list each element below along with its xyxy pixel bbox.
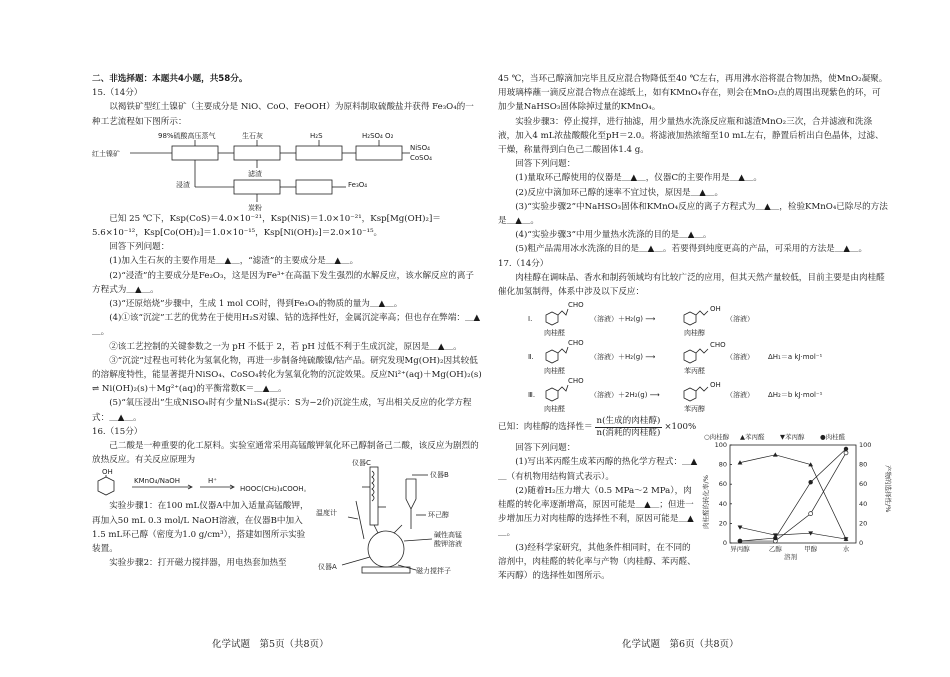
chart-ytick-right: 80 (859, 460, 868, 469)
data-point-肉桂醛 (808, 480, 812, 484)
chart-ylabel-right: 产物的选择性/% (884, 465, 892, 513)
chart-ytick-right: 20 (859, 519, 868, 528)
cinnamaldehyde-ring-2 (546, 350, 558, 363)
q16-intro: 己二酸是一种重要的化工原料。实验室通常采用高锰酸钾氧化环己醇制备己二酸，该反应为剧烈的放热反应。有关反应原理为 (92, 441, 479, 466)
selectivity-suffix: ×100% (664, 422, 697, 433)
chart-ytick-left: 20 (718, 519, 727, 528)
flow-left-label: 红土镍矿 (92, 149, 120, 158)
q17-item-1: (1)写出苯丙醛生成苯丙醇的热化学方程式：＿▲＿（有机物用结构简式表示）。 (498, 457, 698, 482)
chart-ytick-left: 60 (718, 480, 727, 489)
rxn3-dh: ΔH₂＝b kJ·mol⁻¹ (768, 391, 823, 400)
rxn2-reactant: 肉桂醛 (544, 367, 565, 376)
q15-item-2: (2)“浸渣”的主要成分是Fe₂O₃，这是因为Fe³⁺在高温下发生强烈的水解反应，该水解反应的离子方程式为＿▲＿。 (92, 270, 475, 295)
footer-left: 化学试题 第5页（共8页） (212, 639, 329, 650)
rxn2-cho-product: CHO (710, 341, 726, 350)
flow-label-o2: H₂SO₄ O₂ (362, 131, 394, 140)
q17-prompt: 回答下列问题： (515, 443, 576, 454)
q16-item-3: (3)“实验步骤2”中NaHSO₃固体和KMnO₄反应的离子方程式为＿▲＿，检验KMnO₄已除尽的方法是＿▲＿。 (498, 201, 888, 227)
dropping-funnel-icon (406, 479, 416, 529)
chart-xtick: 甲醇 (804, 545, 818, 554)
rxn1-oh: OH (710, 305, 721, 314)
data-point-肉桂醛 (773, 536, 777, 540)
rxn1-cho: CHO (568, 301, 584, 310)
legend-cinnamaldehyde: ●肉桂醛 (820, 433, 846, 442)
rxn3-cho: CHO (568, 377, 584, 386)
chart-xtick: 水 (842, 545, 850, 554)
q15-item-7: (5)“氧压浸出”生成NiSO₄时有少量Ni₃S₄(提示：S为−2价)沉淀生成，写出相关反应的化学方程式：＿▲＿。 (92, 398, 472, 423)
rxn2-dh: ΔH₁＝a kJ·mol⁻¹ (768, 353, 823, 362)
q15-item-4: (4)①该“沉淀”工艺的优势在于使用H₂S对镍、钴的选择性好，金属沉淀率高；但也存在弊端：＿▲＿。 (92, 313, 481, 338)
rxn2-tail: （溶液） (726, 353, 754, 362)
apparatus-label-stir: 磁力搅拌子 (416, 567, 451, 576)
flow-coal: 炭粉 (248, 203, 262, 212)
section-header: 二、非选择题：本题共4小题，共58分。 (92, 74, 248, 84)
cinnamyl-alcohol-ring (684, 312, 696, 325)
apparatus-label-thermo: 温度计 (316, 509, 337, 518)
selectivity-denominator: n(消耗的肉桂醛) (596, 427, 661, 438)
chart-ytick-right: 40 (859, 500, 868, 509)
cyclohexanol-ring (98, 477, 114, 495)
data-point-肉桂醛 (738, 539, 742, 543)
flow-label-acid: 98%硫酸高压蒸气 (158, 131, 216, 140)
flow-right-cos: CoSO₄ (410, 153, 432, 162)
left-column (92, 72, 482, 576)
q16-prompt: 回答下列问题： (515, 159, 576, 170)
flow-filter-residue: 滤渣 (248, 169, 262, 178)
q16-item-2: (2)反应中滴加环己醇的速率不宜过快，原因是＿▲＿。 (515, 187, 724, 198)
flow-leach-residue: 浸渣 (176, 180, 190, 189)
q17-reactions (498, 299, 888, 413)
chart-xlabel: 溶剂 (784, 553, 797, 562)
legend-phenylpropanal: ▲苯丙醛 (740, 433, 765, 442)
q16-step2: 实验步骤2：打开磁力搅拌器，用电热套加热至 (109, 558, 287, 569)
chart-ytick-left: 100 (714, 441, 727, 450)
rxn3-oh: OH (710, 381, 721, 390)
series-line-苯丙醇 (740, 528, 846, 540)
cinnamaldehyde-ring-3 (546, 388, 558, 401)
q15-item-5: ②该工艺控制的关键参数之一为 pH 不低于 2，若 pH 过低不利于生成沉淀，原因是＿▲＿。 (109, 341, 462, 352)
rxn3-tail: （溶液） (726, 391, 754, 400)
rxn1-roman: Ⅰ. (528, 315, 533, 324)
series-line-肉桂醇 (740, 453, 846, 541)
data-point-肉桂醇 (844, 451, 848, 455)
q15-item-6: ③“沉淀”过程也可转化为氢氧化物，再进一步制备纯硫酸镍/钴产品。研究发现Mg(OH)₂因其较低的溶解度特性，能显著提升NiSO₄、CoSO₄转化为氢氧化物的沉淀效果。反应Ni²⁺(aq)＋Mg(OH)₂(s) ⇌ Ni(OH)₂(s)＋Mg²⁺(aq)的平衡常数K＝＿▲＿。 (92, 355, 482, 395)
selectivity-numerator: n(生成的肉桂醇) (596, 415, 661, 426)
q16-step1: 实验步骤1：在100 mL仪器A中加入适量高锰酸钾，再加入50 mL 0.3 mol/L NaOH溶液，在仪器B中加入1.5 mL环己醇（密度为1.0 g/cm³），搭建如图所示实验装置。 (92, 501, 309, 555)
series-line-苯丙醛 (740, 455, 846, 539)
legend-phenylpropanol: ▼苯丙醇 (780, 433, 805, 442)
right-column (498, 72, 892, 583)
chart-ytick-right: 100 (859, 441, 872, 450)
phenylpropanol-ring (684, 388, 696, 401)
q15-known: 已知 25 ℃下，Ksp(CoS)＝4.0×10⁻²¹，Ksp(NiS)＝1.0×10⁻²¹，Ksp[Mg(OH)₂]＝5.6×10⁻¹²，Ksp[Co(OH)₂]＝1.0×10⁻¹⁵，Ksp[Ni(OH)₂]＝2.0×10⁻¹⁵。 (92, 213, 441, 239)
data-point-肉桂醇 (809, 512, 813, 516)
q16-continued: 45 ℃，当环己醇滴加完毕且反应混合物降低至40 ℃左右，再用沸水浴将混合物加热，使MnO₂凝聚。用玻璃棒蘸一滴反应混合物点在滤纸上，如有KMnO₄存在，则会在MnO₂点的周围出现紫色的环，可加少量NaHSO₃固体除掉过量的KMnO₄。 (498, 74, 888, 113)
flask-icon (368, 531, 404, 567)
flow-label-h2s: H₂S (310, 131, 323, 140)
q16-item-1: (1)量取环己醇使用的仪器是＿▲＿，仪器C的主要作用是＿▲＿。 (515, 173, 762, 184)
q16-number: 16.（15分） (92, 426, 143, 437)
rxn2-cond: （溶液）＋H₂(g) ⟶ (590, 353, 656, 362)
chart-xtick: 乙醇 (768, 545, 782, 554)
phenylpropanal-ring (684, 350, 696, 363)
rxn2-cho: CHO (568, 339, 584, 348)
apparatus-label-b: 仪器B (430, 471, 449, 480)
footer-right: 化学试题 第6页（共8页） (622, 639, 739, 650)
q16-reagent: KMnO₄/NaOH (134, 477, 181, 486)
chart-ytick-right: 60 (859, 480, 868, 489)
rxn1-reactant: 肉桂醛 (544, 329, 565, 338)
q16-product: HOOC(CH₂)₄COOH。 (240, 485, 311, 494)
rxn1-cond: （溶液）＋H₂(g) ⟶ (590, 315, 656, 324)
apparatus-label-a: 仪器A (318, 563, 337, 572)
apparatus-label-alk1: 碱性高锰 (434, 531, 462, 540)
apparatus-label-cyclo: 环己醇 (428, 511, 449, 520)
q16-item-5: (5)粗产品需用冰水洗涤的目的是＿▲＿。若要得到纯度更高的产品，可采用的方法是＿▲＿。 (515, 244, 868, 255)
chart-ytick-left: 40 (718, 500, 727, 509)
rxn3-product: 苯丙醇 (684, 405, 705, 414)
condenser-icon (370, 467, 378, 525)
q15-prompt: 回答下列问题： (109, 242, 170, 253)
data-point-苯丙醛 (773, 453, 778, 457)
q15-item-1: (1)加入生石灰的主要作用是＿▲＿，“滤渣”的主要成分是＿▲＿。 (109, 256, 359, 267)
q16-oh-label: OH (102, 468, 113, 477)
q16-acid: H⁺ (208, 477, 217, 486)
rxn3-cond: （溶液）＋2H₂(g) ⟶ (590, 391, 660, 400)
q17-item-3: (3)经科学家研究，其他条件相同时，在不同的溶剂中，肉桂醛的转化率与产物（肉桂醇、苯丙醛、苯丙醇）的选择性如图所示。 (498, 542, 696, 582)
flow-right-nis: NiSO₄ (410, 143, 430, 152)
q15-flow-diagram (92, 130, 482, 212)
stirrer-icon (362, 567, 410, 573)
chart-ytick-right: 0 (859, 539, 864, 548)
rxn1-product: 肉桂醇 (684, 329, 705, 338)
selectivity-prefix: 已知：肉桂醇的选择性＝ (498, 422, 593, 433)
cinnamaldehyde-ring-1 (546, 312, 558, 325)
rxn2-product: 苯丙醛 (684, 367, 705, 376)
q16-item-4: (4)“实验步骤3”中用少量热水洗涤的目的是＿▲＿。 (515, 230, 712, 241)
data-point-肉桂醛 (844, 447, 848, 451)
chart-ylabel-left: 肉桂醛的转化率/% (702, 475, 710, 530)
chart-ytick-left: 80 (718, 460, 727, 469)
legend-cinnamyl-alcohol: ○肉桂醇 (704, 433, 730, 442)
q17-chart (698, 431, 892, 562)
q15-number: 15.（14分） (92, 88, 143, 99)
rxn3-reactant: 肉桂醛 (544, 405, 565, 414)
flow-product: Fe₃O₄ (348, 180, 368, 189)
flow-label-lime: 生石灰 (242, 131, 263, 140)
rxn2-roman: Ⅱ. (528, 353, 534, 362)
rxn3-roman: Ⅲ. (528, 391, 536, 400)
apparatus-label-alk2: 酸钾溶液 (434, 540, 462, 549)
q15-intro: 以褐铁矿型红土镍矿（主要成分是 NiO、CoO、FeOOH）为原料制取硫酸盐并获得 Fe₃O₄的一种工艺流程如下图所示： (92, 102, 474, 127)
q16-step3: 实验步骤3：停止搅拌，进行抽滤，用少量热水洗涤反应瓶和滤渣MnO₂三次，合并滤液和洗涤液，加入4 mL浓盐酸酸化至pH＝2.0。将滤液加热浓缩至10 mL左右，静置后析出白色晶体，过滤、干燥，称量得到白色己二酸固体1.4 g。 (498, 116, 884, 156)
rxn1-tail: （溶液） (726, 315, 754, 324)
q17-item-2: (2)随着H₂压力增大（0.5 MPa～2 MPa），肉桂醛的转化率逐渐增高，原因可能是＿▲＿；但进一步增加压力对肉桂醇的选择性不利，原因可能是＿▲＿。 (498, 485, 694, 539)
apparatus-label-c: 仪器C (352, 459, 371, 468)
q16-apparatus (312, 457, 482, 577)
chart-ytick-left: 0 (722, 539, 727, 548)
chart-xtick: 异丙醇 (730, 545, 750, 554)
q17-number: 17.（14分） (498, 258, 549, 269)
q17-intro: 肉桂醇在调味品、香水和制药领域均有比较广泛的应用，但其天然产量较低，目前主要是由肉桂醛催化加氢制得，体系中涉及以下反应： (498, 272, 885, 298)
q15-item-3: (3)“还原焙烧”步骤中，生成 1 mol CO时，得到Fe₃O₄的物质的量为＿▲＿。 (109, 299, 403, 310)
